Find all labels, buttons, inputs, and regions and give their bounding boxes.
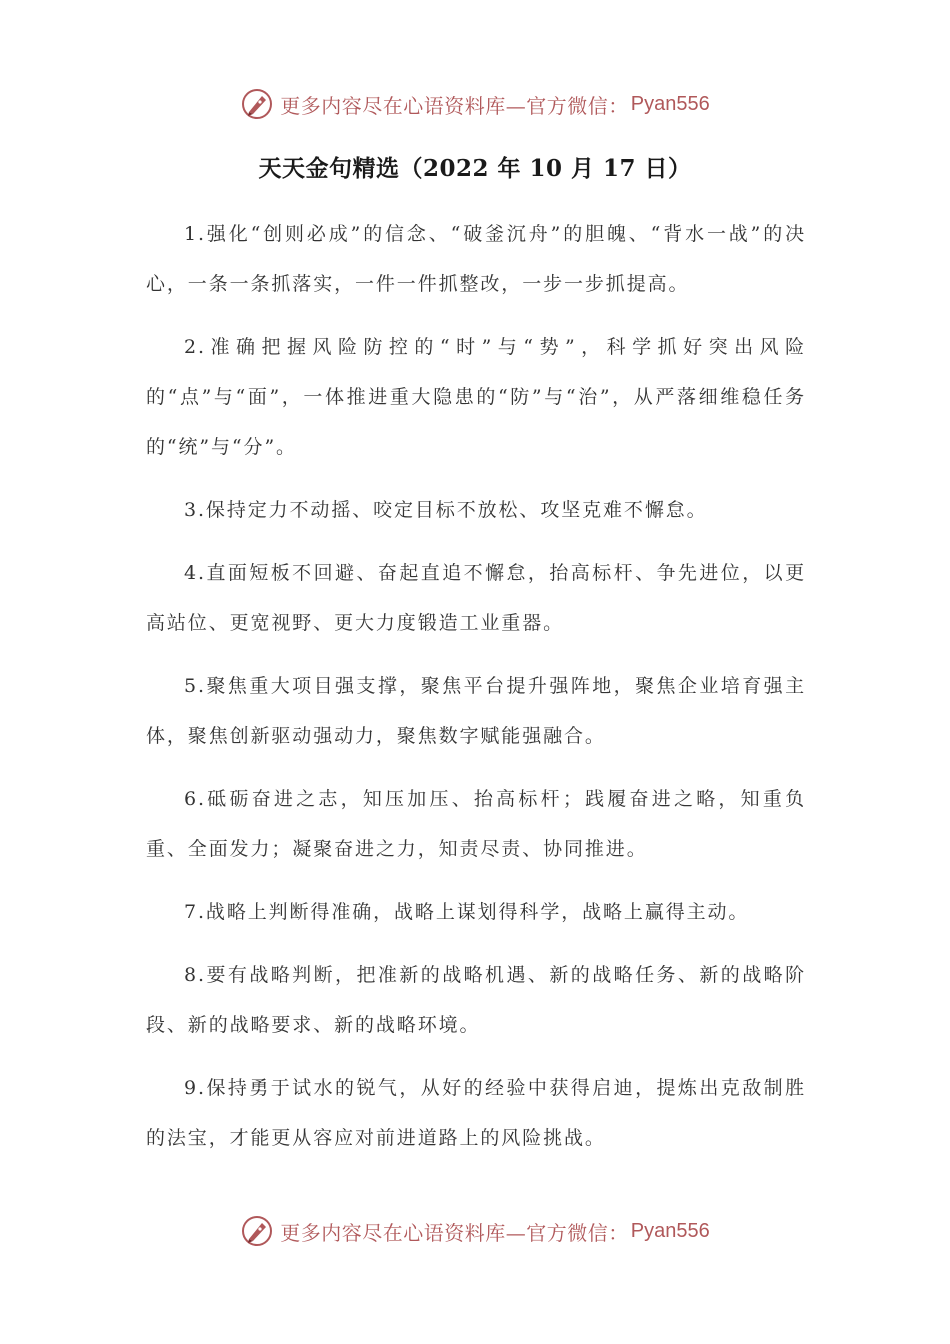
pen-nib-logo-icon — [240, 87, 274, 121]
banner-handle: Pyan556 — [630, 1219, 710, 1242]
quote-item-7: 7.战略上判断得准确，战略上谋划得科学，战略上赢得主动。 — [184, 901, 750, 923]
header-banner — [0, 84, 950, 124]
quote-item-9: 9.保持勇于试水的锐气，从好的经验中获得启迪，提炼出克敌制胜的法宝，才能更从容应对前进道路上的风险挑战。 — [146, 1077, 806, 1149]
banner-text: 更多内容尽在心语资料库—官方微信： — [280, 93, 629, 118]
banner-text: 更多内容尽在心语资料库—官方微信： — [280, 1220, 629, 1245]
quote-item-8: 8.要有战略判断，把准新的战略机遇、新的战略任务、新的战略阶段、新的战略要求、新的战略环境。 — [146, 964, 806, 1036]
banner-handle: Pyan556 — [630, 92, 710, 115]
footer-banner — [0, 1211, 950, 1251]
quote-item-2: 2.准确把握风险防控的“时”与“势”，科学抓好突出风险的“点”与“面”，一体推进重大隐患的“防”与“治”，从严落细维稳任务的“统”与“分”。 — [146, 336, 806, 458]
pen-nib-logo-icon — [240, 1214, 274, 1248]
quote-item-1: 1.强化“创则必成”的信念、“破釜沉舟”的胆魄、“背水一战”的决心，一条一条抓落实，一件一件抓整改，一步一步抓提高。 — [146, 223, 806, 295]
quote-item-6: 6.砥砺奋进之志，知压加压、抬高标杆；践履奋进之略，知重负重、全面发力；凝聚奋进之力，知责尽责、协同推进。 — [146, 788, 806, 860]
quote-list — [146, 209, 806, 1176]
page-title: 天天金句精选（2022 年 10 月 17 日） — [258, 155, 692, 182]
quote-item-4: 4.直面短板不回避、奋起直追不懈怠，抬高标杆、争先进位，以更高站位、更宽视野、更大力度锻造工业重器。 — [146, 562, 806, 634]
quote-item-3: 3.保持定力不动摇、咬定目标不放松、攻坚克难不懈怠。 — [184, 499, 708, 521]
quote-item-5: 5.聚焦重大项目强支撑，聚焦平台提升强阵地，聚焦企业培育强主体，聚焦创新驱动强动力，聚焦数字赋能强融合。 — [146, 675, 806, 747]
